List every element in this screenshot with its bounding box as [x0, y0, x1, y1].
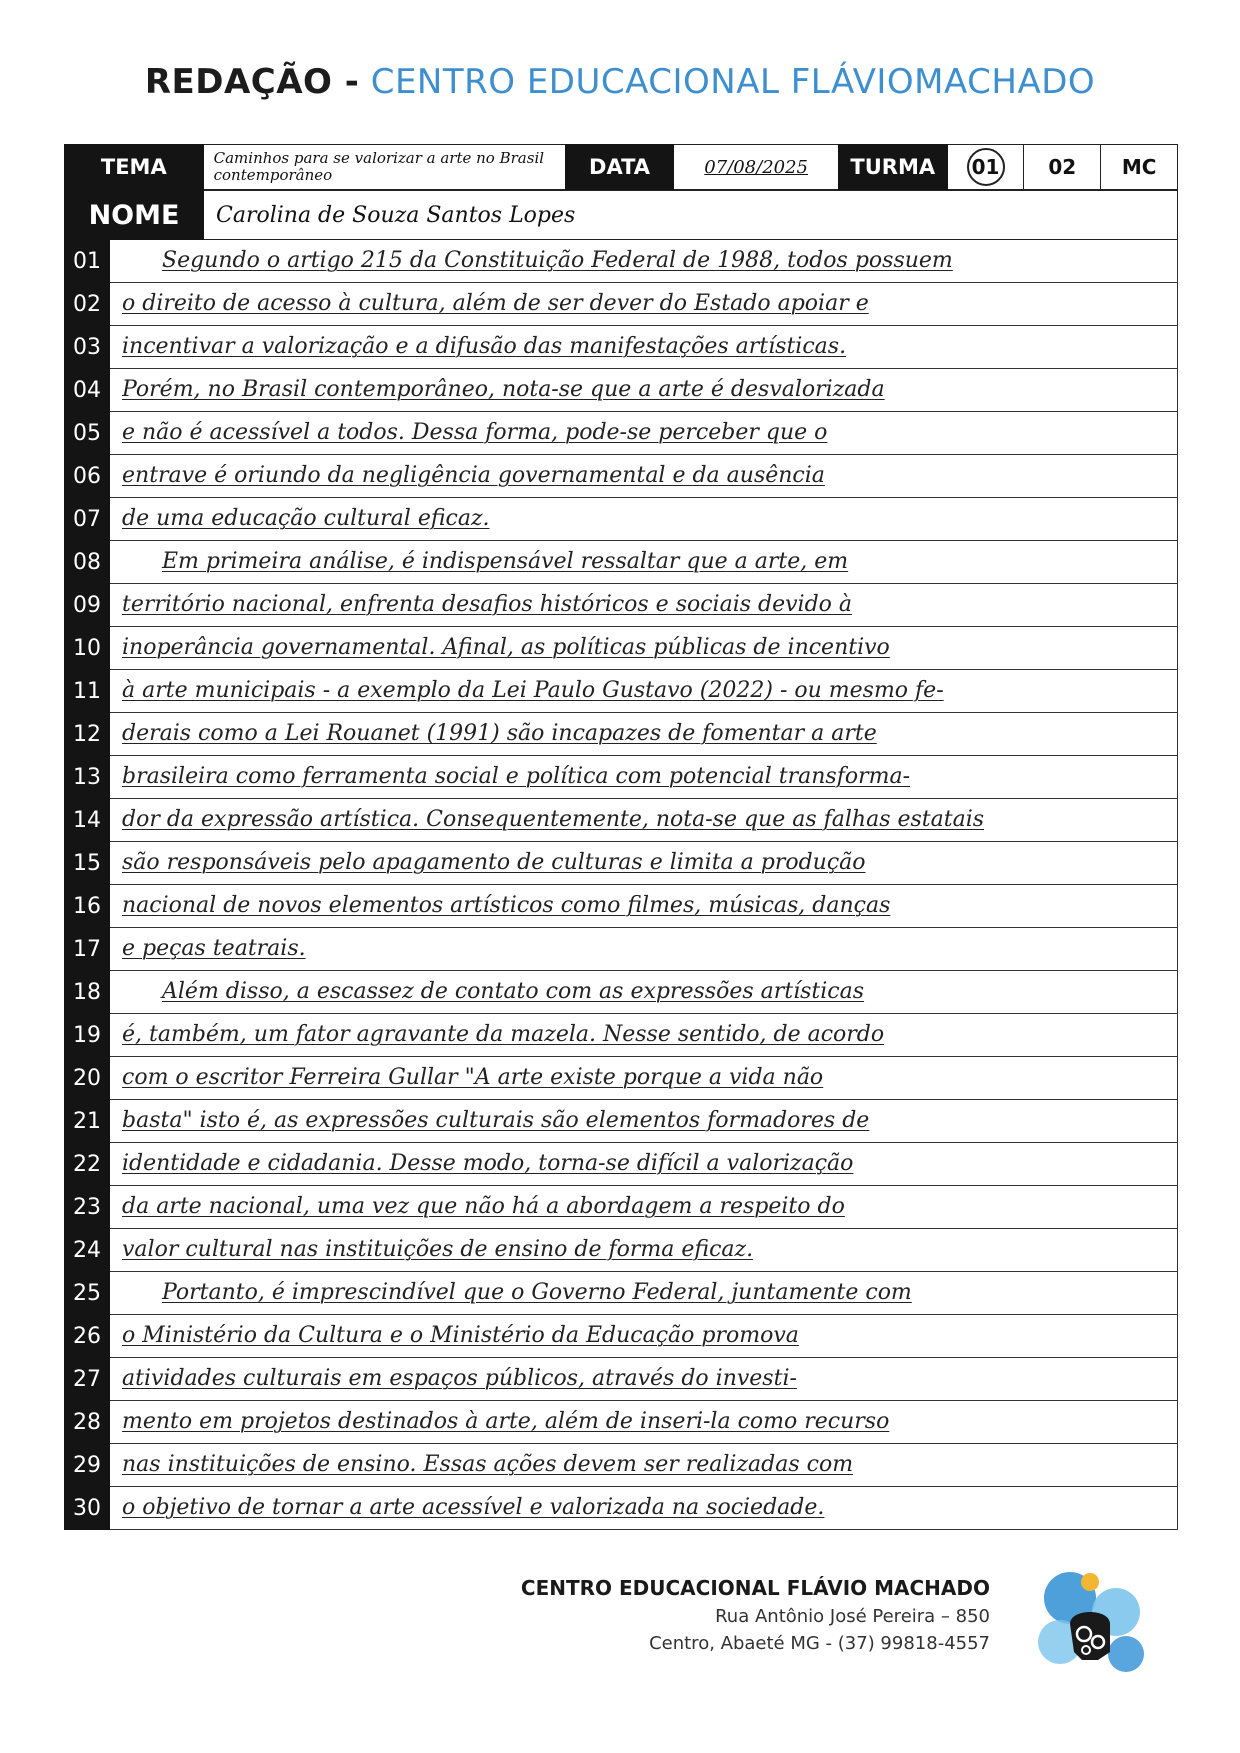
line-number: 30 [64, 1487, 110, 1530]
data-field[interactable]: 07/08/2025 [674, 144, 838, 190]
essay-line[interactable] [64, 584, 1178, 627]
handwritten-text: nas instituições de ensino. Essas ações devem ser realizadas com [122, 1452, 854, 1477]
handwritten-text: território nacional, enfrenta desafios históricos e sociais devido à [122, 592, 853, 617]
handwritten-text: Segundo o artigo 215 da Constituição Federal de 1988, todos possuem [162, 248, 953, 273]
handwritten-text: brasileira como ferramenta social e política com potencial transforma- [122, 764, 911, 789]
line-number: 17 [64, 928, 110, 971]
handwritten-text: identidade e cidadania. Desse modo, torna-se difícil a valorização [122, 1151, 854, 1176]
essay-line[interactable] [64, 971, 1178, 1014]
handwritten-text: e peças teatrais. [122, 936, 306, 961]
line-number: 23 [64, 1186, 110, 1229]
handwritten-text: atividades culturais em espaços públicos, através do investi- [122, 1366, 797, 1391]
handwritten-text: com o escritor Ferreira Gullar "A arte existe porque a vida não [122, 1065, 824, 1090]
handwritten-text: entrave é oriundo da negligência governamental e da ausência [122, 463, 825, 488]
line-number: 07 [64, 498, 110, 541]
handwritten-text: da arte nacional, uma vez que não há a abordagem a respeito do [122, 1194, 845, 1219]
footer-contact [521, 1576, 990, 1654]
turma-label: TURMA [838, 144, 948, 190]
turma-option-01[interactable] [948, 144, 1025, 190]
header-row-tema [64, 144, 1178, 190]
handwritten-text: derais como a Lei Rouanet (1991) são incapazes de fomentar a arte [122, 721, 877, 746]
nome-field[interactable]: Carolina de Souza Santos Lopes [204, 190, 1178, 240]
essay-line[interactable] [64, 412, 1178, 455]
page-title [0, 62, 1240, 102]
line-number: 24 [64, 1229, 110, 1272]
handwritten-text: nacional de novos elementos artísticos como filmes, músicas, danças [122, 893, 891, 918]
line-number: 27 [64, 1358, 110, 1401]
essay-line[interactable] [64, 283, 1178, 326]
handwritten-text: basta" isto é, as expressões culturais são elementos formadores de [122, 1108, 870, 1133]
line-number: 04 [64, 369, 110, 412]
handwritten-text: o direito de acesso à cultura, além de ser dever do Estado apoiar e [122, 291, 869, 316]
essay-line[interactable] [64, 1315, 1178, 1358]
turma-selected-circle: 01 [967, 148, 1005, 186]
line-number: 29 [64, 1444, 110, 1487]
essay-line[interactable] [64, 799, 1178, 842]
essay-line[interactable] [64, 240, 1178, 283]
handwritten-text: Portanto, é imprescindível que o Governo Federal, juntamente com [162, 1280, 912, 1305]
handwritten-text: são responsáveis pelo apagamento de culturas e limita a produção [122, 850, 866, 875]
essay-line[interactable] [64, 1143, 1178, 1186]
line-number: 08 [64, 541, 110, 584]
footer-address: Rua Antônio José Pereira – 850 [715, 1606, 990, 1627]
line-number: 19 [64, 1014, 110, 1057]
essay-line[interactable] [64, 455, 1178, 498]
essay-line[interactable] [64, 1100, 1178, 1143]
line-number: 02 [64, 283, 110, 326]
essay-line[interactable] [64, 1186, 1178, 1229]
footer-school-name: CENTRO EDUCACIONAL FLÁVIO MACHADO [520, 1576, 990, 1600]
handwritten-text: Além disso, a escassez de contato com as expressões artísticas [162, 979, 865, 1004]
line-number: 18 [64, 971, 110, 1014]
essay-line[interactable] [64, 885, 1178, 928]
handwritten-text: valor cultural nas instituições de ensino de forma eficaz. [122, 1237, 754, 1262]
handwritten-text: Porém, no Brasil contemporâneo, nota-se que a arte é desvalorizada [122, 377, 885, 402]
essay-line[interactable] [64, 1358, 1178, 1401]
line-number: 21 [64, 1100, 110, 1143]
line-number: 26 [64, 1315, 110, 1358]
essay-line[interactable] [64, 1014, 1178, 1057]
footer-city-phone: Centro, Abaeté MG - (37) 99818-4557 [649, 1633, 990, 1654]
page-title-bold: REDAÇÃO - [144, 62, 360, 102]
turma-option-02[interactable]: 02 [1024, 144, 1101, 190]
essay-line[interactable] [64, 369, 1178, 412]
essay-line[interactable] [64, 1057, 1178, 1100]
line-number: 14 [64, 799, 110, 842]
tema-label: TEMA [64, 144, 204, 190]
tema-field[interactable]: Caminhos para se valorizar a arte no Brasil contemporâneo [204, 144, 565, 190]
essay-line[interactable] [64, 1272, 1178, 1315]
handwritten-text: o Ministério da Cultura e o Ministério da Educação promova [122, 1323, 799, 1348]
page-title-accent: CENTRO EDUCACIONAL FLÁVIOMACHADO [370, 62, 1096, 102]
essay-line[interactable] [64, 670, 1178, 713]
header-row-nome [64, 190, 1178, 240]
line-number: 28 [64, 1401, 110, 1444]
line-number: 05 [64, 412, 110, 455]
essay-line[interactable] [64, 541, 1178, 584]
line-number: 12 [64, 713, 110, 756]
nome-label: NOME [64, 190, 204, 240]
brain-gears-lightbulb-logo-icon [1030, 1568, 1150, 1678]
turma-option-mc[interactable]: MC [1101, 144, 1178, 190]
handwritten-text: mento em projetos destinados à arte, além de inseri-la como recurso [122, 1409, 890, 1434]
line-number: 10 [64, 627, 110, 670]
handwritten-text: de uma educação cultural eficaz. [122, 506, 490, 531]
essay-line[interactable] [64, 756, 1178, 799]
essay-line[interactable] [64, 627, 1178, 670]
essay-line[interactable] [64, 842, 1178, 885]
handwritten-text: o objetivo de tornar a arte acessível e valorizada na sociedade. [122, 1495, 825, 1520]
line-number: 03 [64, 326, 110, 369]
line-number: 11 [64, 670, 110, 713]
handwritten-text: dor da expressão artística. Consequentemente, nota-se que as falhas estatais [122, 807, 985, 832]
handwritten-text: inoperância governamental. Afinal, as políticas públicas de incentivo [122, 635, 890, 660]
handwritten-text: e não é acessível a todos. Dessa forma, pode-se perceber que o [122, 420, 828, 445]
handwritten-text: Em primeira análise, é indispensável ressaltar que a arte, em [162, 549, 849, 574]
line-number: 13 [64, 756, 110, 799]
essay-line[interactable] [64, 1401, 1178, 1444]
essay-line[interactable] [64, 1487, 1178, 1530]
essay-line[interactable] [64, 928, 1178, 971]
line-number: 15 [64, 842, 110, 885]
line-number: 06 [64, 455, 110, 498]
essay-line[interactable] [64, 1444, 1178, 1487]
line-number: 16 [64, 885, 110, 928]
line-number: 01 [64, 240, 110, 283]
essay-line[interactable] [64, 326, 1178, 369]
line-number: 20 [64, 1057, 110, 1100]
essay-line[interactable] [64, 713, 1178, 756]
handwritten-text: é, também, um fator agravante da mazela. Nesse sentido, de acordo [122, 1022, 885, 1047]
handwritten-text: à arte municipais - a exemplo da Lei Paulo Gustavo (2022) - ou mesmo fe- [122, 678, 944, 703]
data-label: DATA [565, 144, 675, 190]
line-number: 25 [64, 1272, 110, 1315]
handwritten-text: incentivar a valorização e a difusão das manifestações artísticas. [122, 334, 847, 359]
line-number: 09 [64, 584, 110, 627]
essay-line[interactable] [64, 498, 1178, 541]
essay-line[interactable] [64, 1229, 1178, 1272]
line-number: 22 [64, 1143, 110, 1186]
essay-sheet [64, 144, 1178, 1528]
